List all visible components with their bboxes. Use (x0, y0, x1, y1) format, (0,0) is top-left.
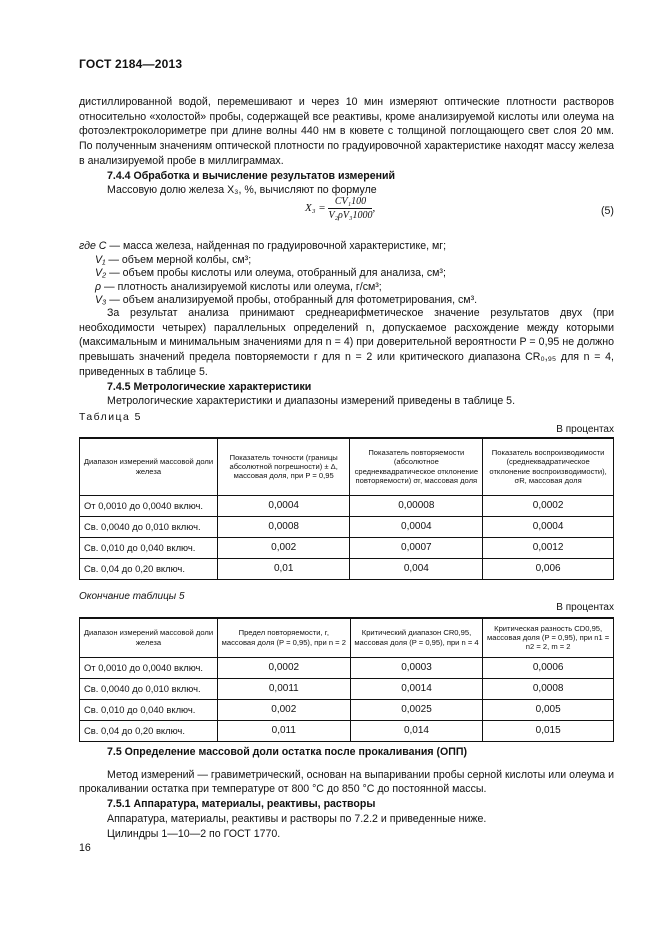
table5-cont-unit: В процентах (556, 602, 614, 613)
document-header: ГОСТ 2184—2013 (79, 57, 183, 71)
table-cell: 0,0004 (217, 495, 350, 516)
table-cell: 0,004 (350, 558, 483, 579)
table-cell: 0,0002 (217, 657, 350, 678)
table-row (80, 699, 614, 720)
intro-block (79, 95, 614, 198)
section-75-title: 7.5 Определение массовой доли остатка после прокаливания (ОПП) (107, 746, 468, 758)
section-75-block (79, 745, 614, 841)
table-5 (79, 437, 614, 580)
table-header-cell: Показатель точности (границы абсолютной погрешности) ± Δ, массовая доля, при P = 0,95 (217, 438, 350, 495)
section-745-text: Метрологические характеристики и диапазоны измерений приведены в таблице 5. (107, 395, 516, 408)
table-cell: 0,0012 (483, 537, 614, 558)
definitions-list (79, 240, 477, 308)
table-cell: Св. 0,0040 до 0,010 включ. (80, 516, 218, 537)
table-cell: 0,0003 (350, 657, 483, 678)
table-row (80, 720, 614, 741)
table-header-cell: Критический диапазон CR0,95, массовая доля (P = 0,95), при n = 4 (350, 618, 483, 657)
table-cell: 0,006 (483, 558, 614, 579)
section-744-text: Массовую долю железа X₃, %, вычисляют по формуле (107, 184, 377, 197)
result-block (79, 306, 614, 409)
table-cell: 0,0007 (350, 537, 483, 558)
table-cell: 0,014 (350, 720, 483, 741)
table-cell: Св. 0,010 до 0,040 включ. (80, 537, 218, 558)
table-row (80, 516, 614, 537)
table-header-cell: Предел повторяемости, r, массовая доля (P = 0,95), при n = 2 (217, 618, 350, 657)
intro-paragraph: дистиллированной водой, перемешивают и через 10 мин измеряют оптические плотности растворов относительно «холостой» пробы, содержащей все реактивы, кроме анализируемой кислоты или олеума на фотоэлектроколориметре при длине волны 440 нм в кювете с толщиной поглощающего свет слоя 20 мм. По полученным значениям оптической плотности по градуировочной характеристике находят массу железа в анализируемой пробе в миллиграммах. (79, 96, 614, 167)
section-751-title: 7.5.1 Аппаратура, материалы, реактивы, растворы (107, 798, 376, 811)
table-row (80, 537, 614, 558)
section-744-title: 7.4.4 Обработка и вычисление результатов измерений (107, 169, 396, 182)
table-cell: 0,005 (483, 699, 614, 720)
formula-lhs: X₃ = (305, 202, 326, 215)
table-cell: 0,0002 (483, 495, 614, 516)
table-cell: 0,0011 (217, 678, 350, 699)
table-cell: 0,015 (483, 720, 614, 741)
table-cell: 0,002 (217, 699, 350, 720)
table-5-continuation (79, 617, 614, 742)
formula-number: (5) (601, 205, 614, 217)
section-751-text2: Цилиндры 1—10—2 по ГОСТ 1770. (107, 827, 281, 840)
definition-item: V₁ — объем мерной колбы, см³; (95, 253, 252, 266)
formula-5 (305, 196, 375, 221)
table-cell: 0,00008 (350, 495, 483, 516)
table-row (80, 495, 614, 516)
table-cell: 0,0008 (217, 516, 350, 537)
formula-numerator: CV₁100 (328, 196, 372, 209)
page-number: 16 (79, 842, 91, 854)
table-header-cell: Показатель повторяемости (абсолютное среднеквадратическое отклонение повторяемости) σr, массовая доля (350, 438, 483, 495)
definition-item: ρ — плотность анализируемой кислоты или олеума, г/см³; (95, 280, 382, 293)
table-cell: 0,0004 (483, 516, 614, 537)
section-75-text: Метод измерений — гравиметрический, основан на выпаривании пробы серной кислоты или олеума и прокаливании остатка при температуре от 800 °С до 850 °С до постоянной массы. (79, 768, 614, 796)
table-header-cell: Диапазон измерений массовой доли железа (80, 618, 218, 657)
table5-cont-caption: Окончание таблицы 5 (79, 591, 185, 602)
table-cell: 0,0004 (350, 516, 483, 537)
table-cell: 0,0014 (350, 678, 483, 699)
table-header-cell: Диапазон измерений массовой доли железа (80, 438, 218, 495)
table-row (80, 657, 614, 678)
table-cell: 0,01 (217, 558, 350, 579)
table5-unit: В процентах (556, 424, 614, 435)
table-cell: 0,002 (217, 537, 350, 558)
table-cell: Св. 0,04 до 0,20 включ. (80, 558, 218, 579)
table-row (80, 678, 614, 699)
definition-item: V₂ — объем пробы кислоты или олеума, отобранный для анализа, см³; (95, 267, 446, 280)
table5-caption: Таблица 5 (79, 412, 142, 423)
formula-fraction (328, 196, 372, 221)
table-cell: 0,011 (217, 720, 350, 741)
table-cell: 0,0006 (483, 657, 614, 678)
table-cell: Св. 0,0040 до 0,010 включ. (80, 678, 218, 699)
table-header-cell: Критическая разность CD0,95, массовая доля (P = 0,95), при n1 = n2 = 2, m = 2 (483, 618, 614, 657)
table-row (80, 558, 614, 579)
table-cell: От 0,0010 до 0,0040 включ. (80, 657, 218, 678)
result-paragraph: За результат анализа принимают среднеарифметическое значение результатов двух (при необходимости четырех) параллельных определений n, допускаемое расхождение между которыми (максимальным и минимальным значениями для n = 4) при доверительной вероятности P = 0,95 не должно превышать значений предела повторяемости r для n = 2 или критического диапазона CR₀,₉₅ для n = 4, приведенных в таблице 5. (79, 307, 614, 378)
section-751-text1: Аппаратура, материалы, реактивы и растворы по 7.2.2 и приведенные ниже. (107, 812, 487, 825)
definition-item: где C — масса железа, найденная по градуировочной характеристике, мг; (79, 240, 447, 252)
table-cell: Св. 0,010 до 0,040 включ. (80, 699, 218, 720)
table-cell: 0,0025 (350, 699, 483, 720)
section-745-title: 7.4.5 Метрологические характеристики (107, 380, 312, 393)
table-header-cell: Показатель воспроизводимости (среднеквадратическое отклонение воспроизводимости), σR, массовая доля (483, 438, 614, 495)
formula-suffix: , (372, 202, 376, 215)
table-cell: Св. 0,04 до 0,20 включ. (80, 720, 218, 741)
formula-denominator: V₂ρV₃1000 (328, 210, 373, 221)
definition-item: V₃ — объем анализируемой пробы, отобранный для фотометрирования, см³. (95, 294, 478, 307)
table-cell: От 0,0010 до 0,0040 включ. (80, 495, 218, 516)
table-cell: 0,0008 (483, 678, 614, 699)
